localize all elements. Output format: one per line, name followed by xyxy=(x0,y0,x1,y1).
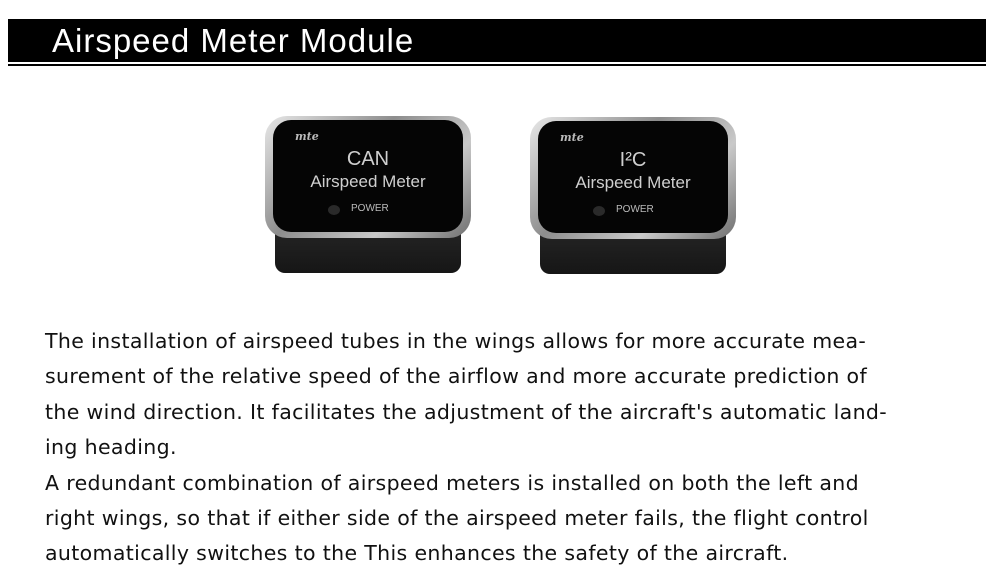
text-line: ing heading. xyxy=(45,435,177,460)
power-label: POWER xyxy=(351,203,389,214)
i2c-airspeed-meter-image xyxy=(530,117,736,277)
description-text xyxy=(45,324,887,572)
text-line: surement of the relative speed of the airflow and more accurate prediction of xyxy=(45,364,868,389)
device-face xyxy=(273,120,463,232)
brand-logo: mte xyxy=(560,131,584,144)
power-led-icon xyxy=(328,205,340,215)
header-bar xyxy=(8,19,986,62)
page-title: Airspeed Meter Module xyxy=(52,22,415,59)
text-line: the wind direction. It facilitates the adjustment of the aircraft's automatic land- xyxy=(45,399,888,424)
device-name: CAN xyxy=(346,148,390,170)
text-line: right wings, so that if either side of the airspeed meter fails, the flight control xyxy=(45,506,869,531)
device-subtitle: Airspeed Meter xyxy=(575,173,691,192)
header-divider xyxy=(8,64,986,66)
text-line: The installation of airspeed tubes in the wings allows for more accurate mea- xyxy=(45,329,867,353)
power-label: POWER xyxy=(616,204,654,215)
text-line: automatically switches to the This enhances the safety of the aircraft. xyxy=(45,541,789,566)
device-face xyxy=(538,121,728,233)
device-subtitle: Airspeed Meter xyxy=(310,172,426,191)
power-led-icon xyxy=(593,206,605,216)
brand-logo: mte xyxy=(295,130,319,143)
can-airspeed-meter-image xyxy=(265,116,471,276)
text-line: A redundant combination of airspeed meters is installed on both the left and xyxy=(45,470,859,495)
device-name: I²C xyxy=(619,149,647,171)
